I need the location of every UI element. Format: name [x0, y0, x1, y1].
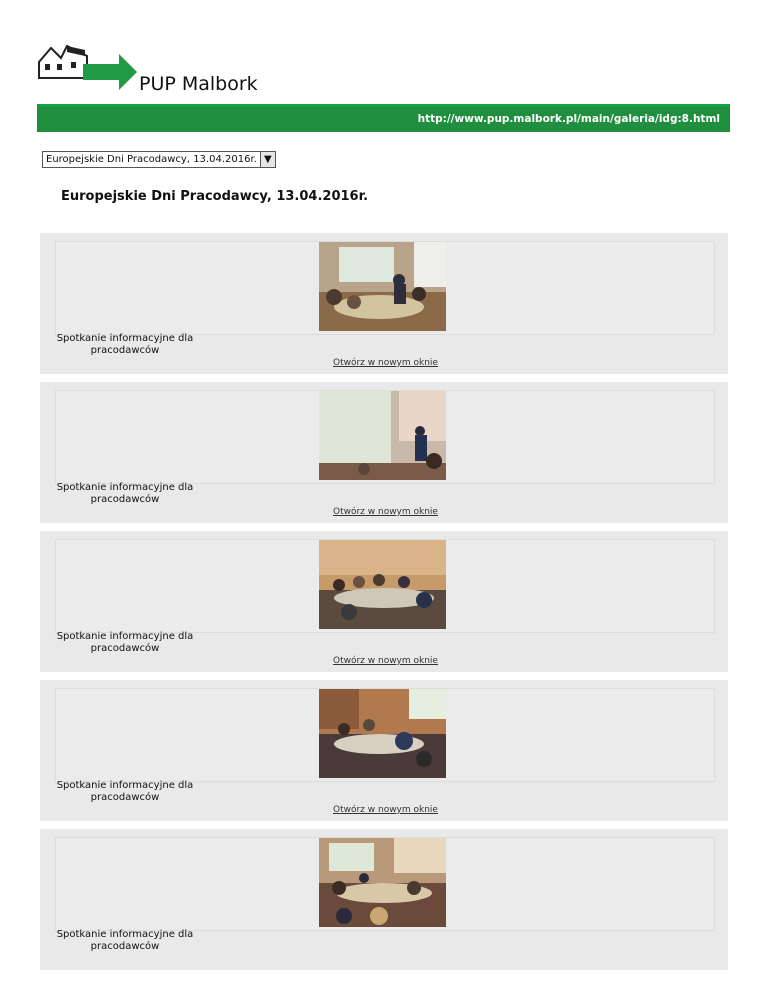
- gallery-list: [40, 233, 728, 978]
- gallery-item: [40, 382, 728, 523]
- photo-caption: Spotkanie informacyjne dla pracodawców: [56, 631, 194, 654]
- photo-caption: Spotkanie informacyjne dla pracodawców: [56, 482, 194, 505]
- gallery-item: [40, 680, 728, 821]
- open-new-window-link[interactable]: Otwórz w nowym oknie: [333, 507, 438, 517]
- gallery-select[interactable]: [42, 151, 276, 168]
- open-new-window-link[interactable]: Otwórz w nowym oknie: [333, 805, 438, 815]
- gallery-photo[interactable]: [319, 242, 446, 331]
- open-new-window-link[interactable]: Otwórz w nowym oknie: [333, 358, 438, 368]
- gallery-photo[interactable]: [319, 838, 446, 927]
- gallery-item: [40, 829, 728, 970]
- header-bar: [37, 104, 730, 132]
- gallery-select-value: Europejskie Dni Pracodawcy, 13.04.2016r.: [46, 153, 257, 165]
- photo-caption: Spotkanie informacyjne dla pracodawców: [56, 780, 194, 803]
- open-new-window-link[interactable]: Otwórz w nowym oknie: [333, 656, 438, 666]
- pup-logo[interactable]: [37, 42, 142, 92]
- gallery-photo[interactable]: [319, 391, 446, 480]
- photo-caption: Spotkanie informacyjne dla pracodawców: [56, 929, 194, 952]
- gallery-photo[interactable]: [319, 540, 446, 629]
- page-url[interactable]: http://www.pup.malbork.pl/main/galeria/idg:8.html: [417, 113, 720, 125]
- gallery-item: [40, 531, 728, 672]
- chevron-down-icon[interactable]: ▼: [260, 152, 275, 167]
- gallery-item: [40, 233, 728, 374]
- photo-caption: Spotkanie informacyjne dla pracodawców: [56, 333, 194, 356]
- brand-name: PUP Malbork: [139, 73, 258, 95]
- gallery-photo[interactable]: [319, 689, 446, 778]
- page-title: Europejskie Dni Pracodawcy, 13.04.2016r.: [61, 189, 369, 204]
